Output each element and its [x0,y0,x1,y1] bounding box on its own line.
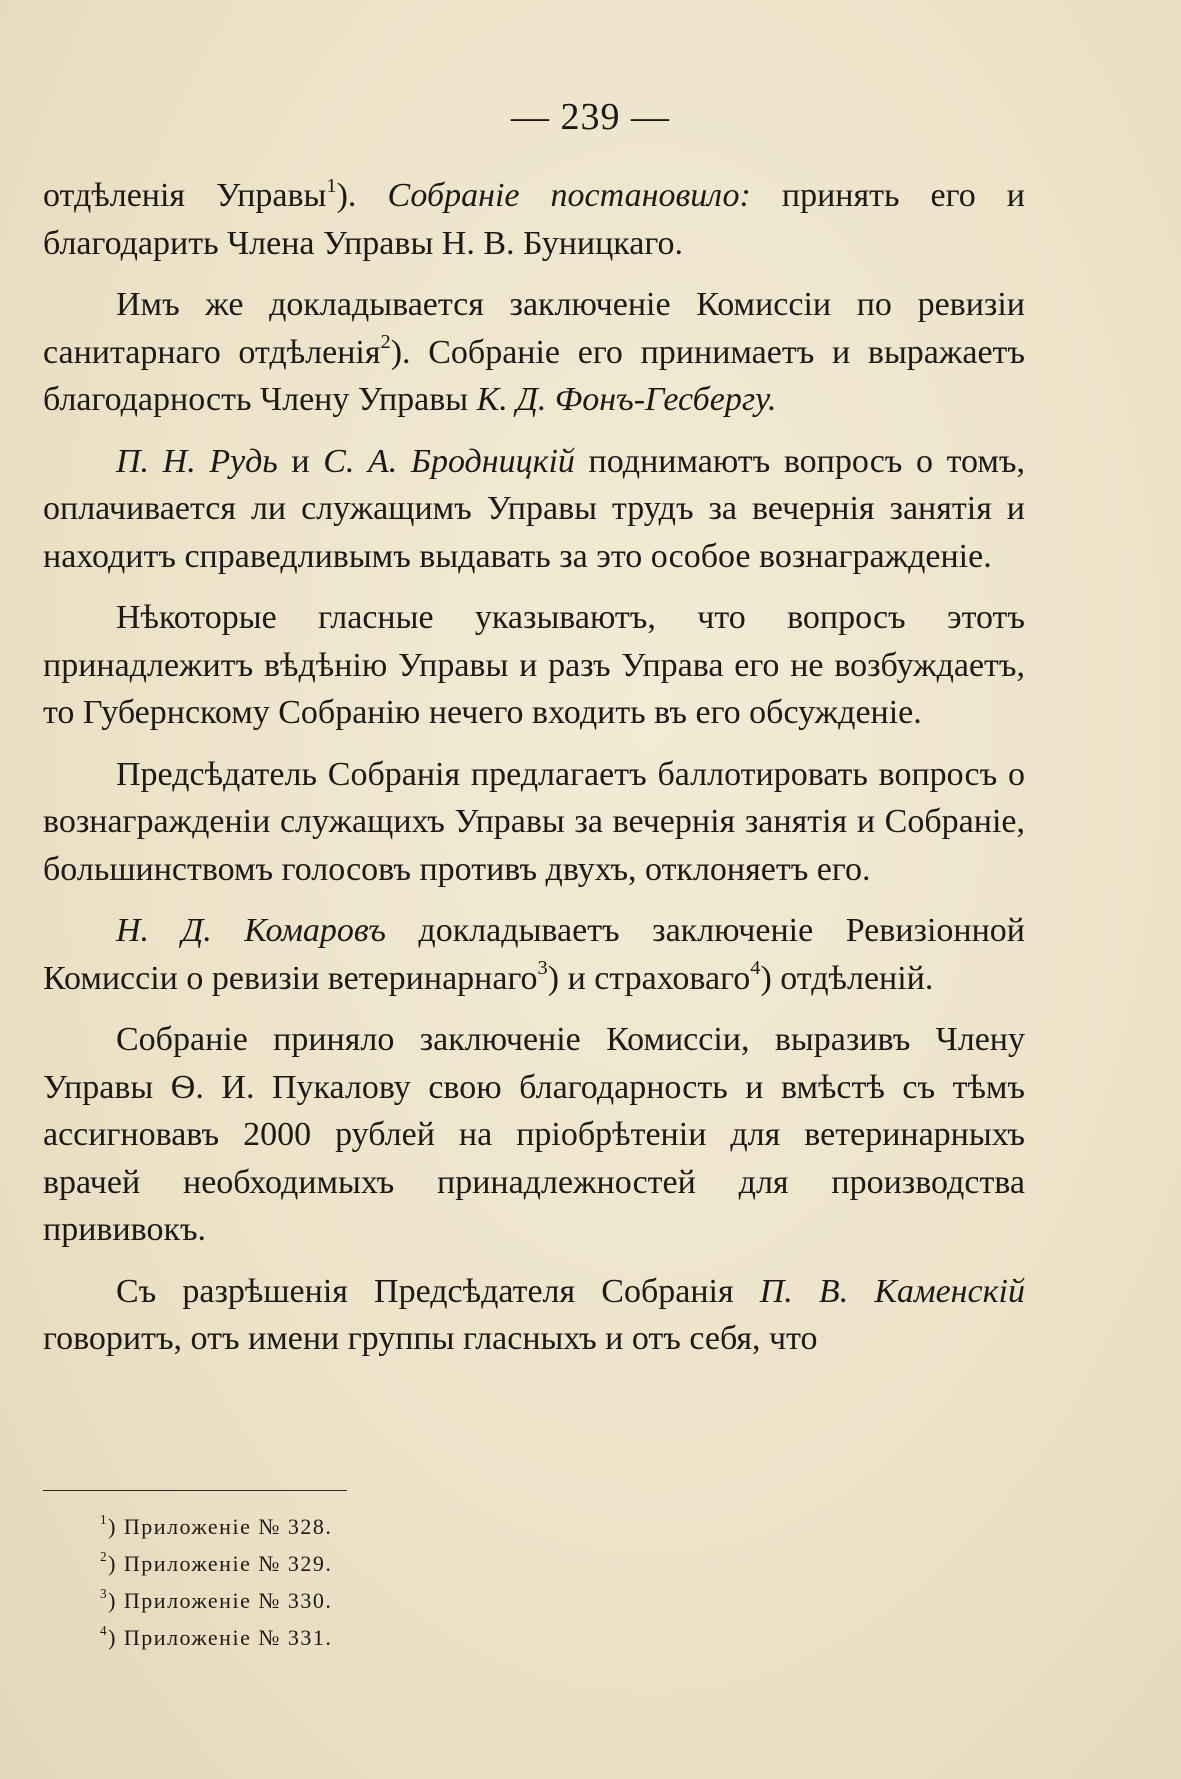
footnote-ref: 2 [380,331,391,354]
paragraph-2 [43,281,1025,424]
footnote-1 [100,1508,332,1545]
footnote-text: ) Приложеніе № 331. [108,1625,333,1650]
footnote-mark: 1 [100,1511,109,1527]
paragraph-4 [43,594,1025,737]
text-run: говоритъ, отъ имени группы гласныхъ и отъ себя, что [43,1320,818,1357]
text-run: Предсѣдатель Собранія предлагаетъ баллотировать вопросъ о вознагражденіи служащихъ Управы за вечернія занятія и Собраніе, большинствомъ голосовъ противъ двухъ, отклоняетъ его. [43,755,1025,888]
paragraph-5 [43,751,1025,894]
page-number: — 239 — [511,96,670,138]
text-run: ). [336,177,388,214]
text-run: Нѣкоторые гласные указываютъ, что вопросъ этотъ принадлежитъ вѣдѣнію Управы и разъ Управа его не возбуждаетъ, то Губернскому Собранію нечего входить въ его обсужденіе. [43,599,1025,731]
text-run: докладываетъ заключеніе Ревизіонной Комиссіи о ревизіи ветеринарнаго [43,912,1025,997]
footnote-mark: 4 [100,1622,109,1638]
footnote-mark: 2 [100,1548,109,1564]
footnote-mark: 3 [100,1585,109,1601]
footnote-divider [43,1490,347,1491]
paragraph-7 [43,1016,1025,1254]
italic-phrase: Собраніе постановило: [387,177,751,214]
footnote-3 [100,1582,332,1619]
footnotes [100,1508,332,1656]
italic-name: П. Н. Рудь [116,442,278,480]
text-run: Собраніе приняло заключеніе Комиссіи, выразивъ Члену Управы Ѳ. И. Пукалову свою благодарность и вмѣстѣ съ тѣмъ ассигновавъ 2000 рублей на пріобрѣтеніи для ветеринарныхъ врачей необходимыхъ принадлежностей для производства прививокъ. [43,1021,1025,1248]
footnote-text: ) Приложеніе № 330. [108,1588,333,1613]
paragraph-3 [43,438,1025,581]
text-run: отдѣленія Управы [43,177,327,214]
italic-name: П. В. Каменскій [759,1272,1025,1310]
text-run: принять его и благодарить Члена Управы Н. В. Буницкаго. [43,177,1026,262]
text-run: и [277,442,324,480]
italic-name: С. А. Бродницкій [323,442,575,480]
paragraph-6 [43,907,1025,1002]
text-run: ) и страховаго [547,959,751,997]
text-run: ). Собраніе его принимаетъ и выражаетъ благодарность Члену Управы [43,333,1025,418]
italic-name: Н. Д. Комаровъ [116,912,386,949]
footnote-ref: 3 [537,957,548,980]
italic-name: К. Д. Фонъ-Гесбергу. [476,381,777,418]
paragraph-8 [43,1268,1025,1363]
footnote-text: ) Приложеніе № 328. [108,1514,333,1539]
text-run: Съ разрѣшенія Предсѣдателя Собранія [116,1272,760,1310]
footnote-4 [100,1619,332,1656]
text-run: поднимаютъ вопросъ о томъ, оплачивается ли служащимъ Управы трудъ за вечернія занятія и находитъ справедливымъ выдавать за это особое вознагражденіе. [43,442,1025,575]
text-run: Имъ же докладывается заключеніе Комиссіи по ревизіи санитарнаго отдѣленія [43,286,1025,371]
footnote-2 [100,1545,332,1582]
footnote-ref: 1 [326,174,337,197]
body-text [43,172,1025,1377]
footnote-text: ) Приложеніе № 329. [108,1551,333,1576]
paragraph-1 [43,172,1025,267]
footnote-ref: 4 [750,957,761,980]
text-run: ) отдѣленій. [760,959,934,997]
